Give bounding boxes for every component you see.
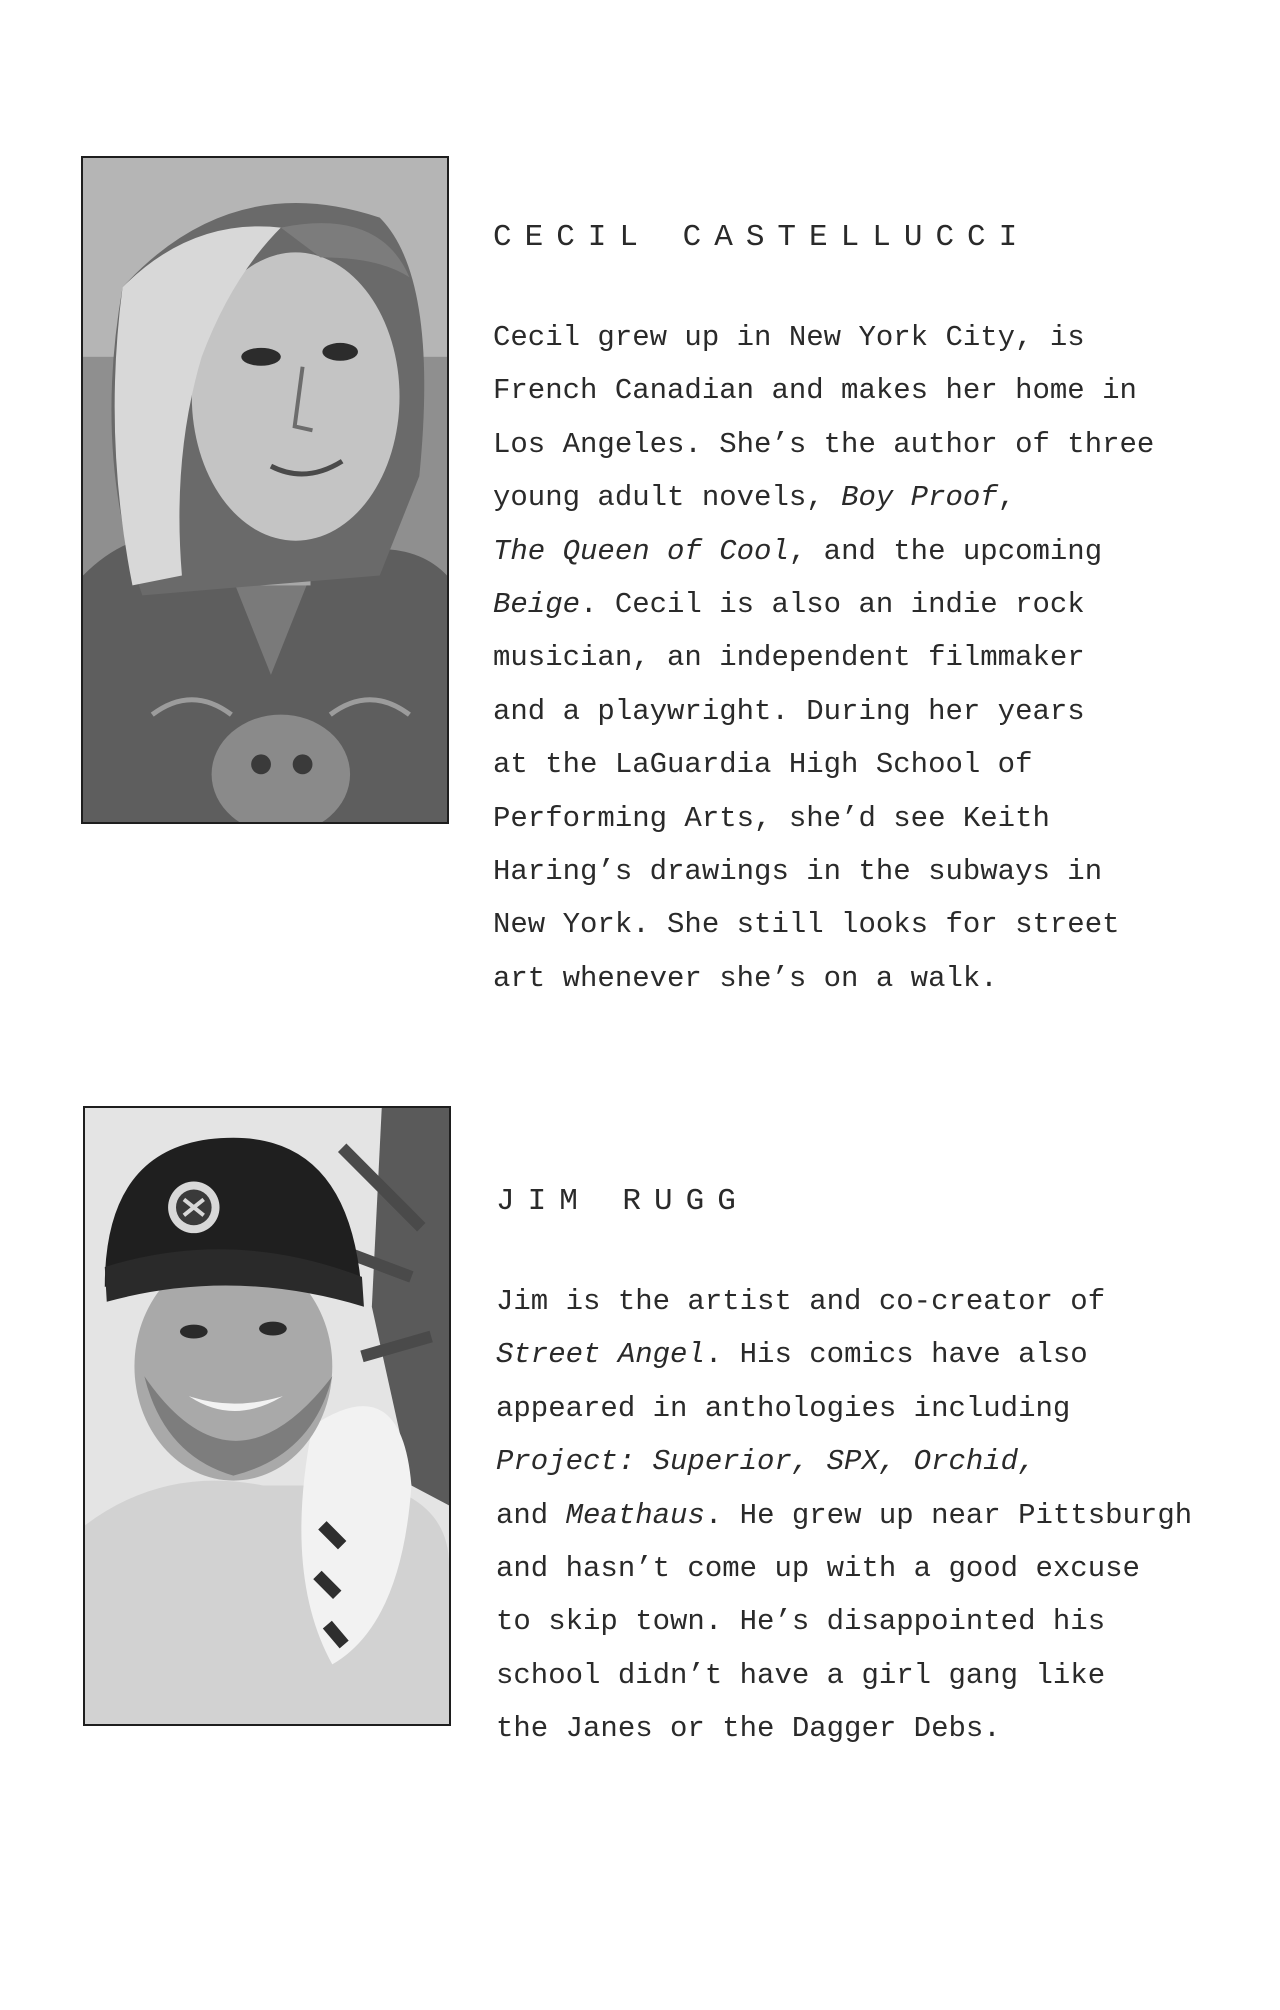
bio-line: New York. She still looks for street <box>493 908 1120 942</box>
bio-line: Performing Arts, she’d see Keith <box>493 801 1050 835</box>
anthology-titles: Project: Superior, SPX, Orchid, <box>496 1445 1036 1479</box>
bio-line: Haring’s drawings in the subways in <box>493 855 1103 889</box>
bio-block-cecil <box>493 222 1253 1005</box>
bio-line: Los Angeles. She’s the author of three <box>493 427 1155 461</box>
bio-line: musician, an independent filmmaker <box>493 641 1085 675</box>
bio-line: at the LaGuardia High School of <box>493 748 1033 782</box>
author-name-heading: JIM RUGG <box>496 1184 749 1219</box>
bio-paragraph <box>496 1275 1256 1756</box>
bio-line: and hasn’t come up with a good excuse <box>496 1552 1140 1586</box>
bio-line: Beige. Cecil is also an indie rock <box>493 588 1085 622</box>
bio-line: French Canadian and makes her home in <box>493 374 1137 408</box>
bio-line: the Janes or the Dagger Debs. <box>496 1712 1001 1746</box>
bio-line: appeared in anthologies including <box>496 1391 1071 1425</box>
bio-line: school didn’t have a girl gang like <box>496 1658 1106 1692</box>
bio-line: Jim is the artist and co-creator of <box>496 1285 1106 1318</box>
bio-line: and Meathaus. He grew up near Pittsburgh <box>496 1498 1193 1532</box>
portrait-illustration <box>83 158 447 822</box>
bio-line: to skip town. He’s disappointed his <box>496 1605 1106 1639</box>
bio-line: Cecil grew up in New York City, is <box>493 321 1085 354</box>
book-title: Street Angel <box>496 1338 705 1372</box>
book-title: Boy Proof <box>841 481 998 515</box>
bio-paragraph <box>493 311 1253 1005</box>
portrait-illustration <box>85 1108 449 1724</box>
bio-line: and a playwright. During her years <box>493 694 1085 728</box>
bio-line <box>496 1435 1256 1488</box>
bio-line: art whenever she’s on a walk. <box>493 961 998 995</box>
book-title: Meathaus <box>565 1498 705 1532</box>
bio-block-jim <box>496 1186 1256 1756</box>
bio-line: The Queen of Cool, and the upcoming <box>493 534 1103 568</box>
author-photo-jim-rugg <box>83 1106 451 1726</box>
book-title: The Queen of Cool <box>493 534 789 568</box>
author-name-heading: CECIL CASTELLUCCI <box>493 220 1031 255</box>
author-photo-cecil-castellucci <box>81 156 449 824</box>
bio-line: Street Angel. His comics have also <box>496 1338 1088 1372</box>
bio-line: young adult novels, Boy Proof, <box>493 481 1016 515</box>
book-title: Beige <box>493 588 581 622</box>
